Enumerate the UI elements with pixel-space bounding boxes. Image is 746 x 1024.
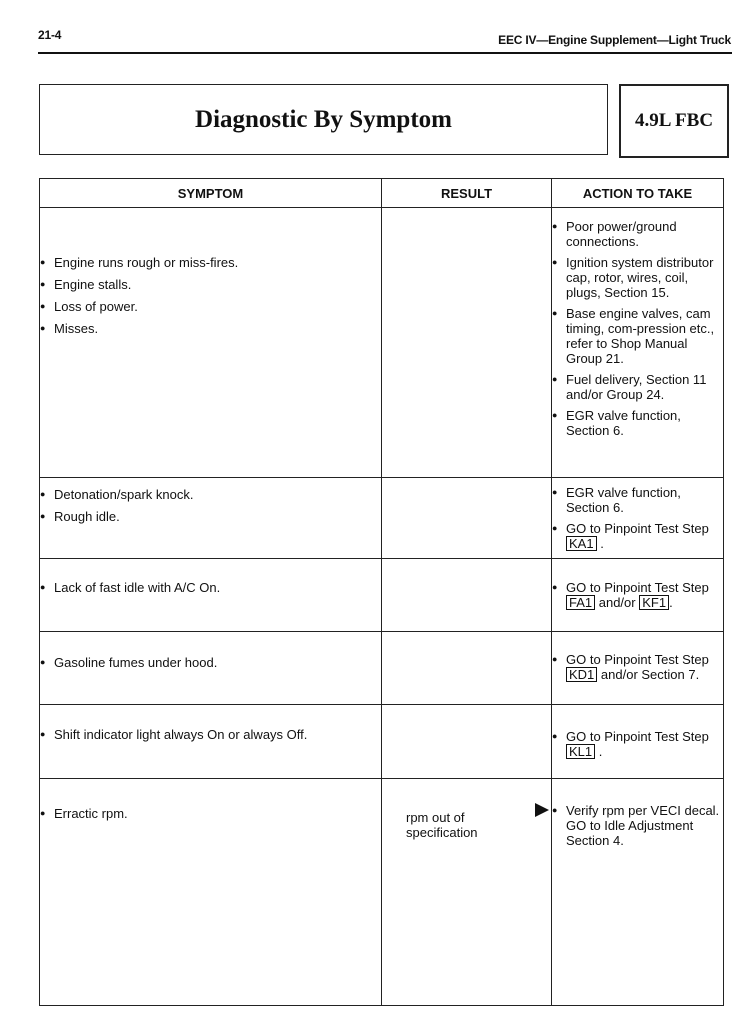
header-rule bbox=[38, 52, 732, 54]
symptom-item: ● Rough idle. bbox=[40, 509, 381, 524]
action-item: ● Verify rpm per VECI decal. GO to Idle Adjustment Section 4. bbox=[552, 803, 723, 848]
action-cell bbox=[552, 705, 724, 779]
symptom-list bbox=[40, 487, 381, 524]
symptom-list bbox=[40, 580, 381, 595]
result-text: rpm out of specification bbox=[406, 810, 478, 840]
action-column-header: ACTION TO TAKE bbox=[552, 179, 724, 208]
engine-label: 4.9L FBC bbox=[619, 84, 729, 158]
pinpoint-step-code: KA1 bbox=[566, 536, 597, 551]
action-text: and/or bbox=[595, 595, 640, 610]
table-row bbox=[40, 478, 724, 559]
result-cell bbox=[382, 705, 552, 779]
action-text: GO to Pinpoint Test Step bbox=[566, 729, 709, 744]
action-text: . bbox=[669, 595, 673, 610]
symptom-item: ● Erractic rpm. bbox=[40, 806, 381, 821]
action-text: . bbox=[595, 744, 603, 759]
action-list bbox=[552, 580, 723, 610]
action-item: ● Base engine valves, cam timing, com-pression etc., refer to Shop Manual Group 21. bbox=[552, 306, 723, 366]
symptom-item: ● Engine stalls. bbox=[40, 277, 381, 292]
action-list bbox=[552, 803, 723, 848]
result-cell bbox=[382, 478, 552, 559]
symptom-cell bbox=[40, 705, 382, 779]
action-text: GO to Pinpoint Test Step bbox=[566, 580, 709, 595]
action-cell bbox=[552, 208, 724, 478]
symptom-item: ● Engine runs rough or miss-fires. bbox=[40, 255, 381, 270]
action-item: ● Poor power/ground connections. bbox=[552, 219, 723, 249]
symptom-cell bbox=[40, 478, 382, 559]
diagnostic-table bbox=[39, 178, 724, 1006]
pinpoint-step-code: KD1 bbox=[566, 667, 597, 682]
action-item: ● Fuel delivery, Section 11 and/or Group 24. bbox=[552, 372, 723, 402]
action-item bbox=[552, 652, 723, 682]
action-list bbox=[552, 485, 723, 551]
action-item: ● EGR valve function, Section 6. bbox=[552, 408, 723, 438]
action-item bbox=[552, 580, 723, 610]
page-title: Diagnostic By Symptom bbox=[39, 84, 608, 155]
symptom-cell bbox=[40, 559, 382, 632]
action-list bbox=[552, 729, 723, 759]
action-cell bbox=[552, 559, 724, 632]
action-cell bbox=[552, 478, 724, 559]
symptom-item: ● Misses. bbox=[40, 321, 381, 336]
symptom-list bbox=[40, 255, 381, 336]
result-cell bbox=[382, 208, 552, 478]
symptom-column-header: SYMPTOM bbox=[40, 179, 382, 208]
symptom-item: ● Gasoline fumes under hood. bbox=[40, 655, 381, 670]
table-row bbox=[40, 779, 724, 1006]
table-row bbox=[40, 632, 724, 705]
symptom-list bbox=[40, 655, 381, 670]
pinpoint-step-code: KF1 bbox=[639, 595, 669, 610]
action-list bbox=[552, 652, 723, 682]
symptom-cell bbox=[40, 632, 382, 705]
action-text: GO to Pinpoint Test Step bbox=[566, 652, 709, 667]
action-item: ● EGR valve function, Section 6. bbox=[552, 485, 723, 515]
result-column-header: RESULT bbox=[382, 179, 552, 208]
symptom-item: ● Shift indicator light always On or always Off. bbox=[40, 727, 331, 742]
action-cell bbox=[552, 632, 724, 705]
table-row bbox=[40, 559, 724, 632]
symptom-item: ● Loss of power. bbox=[40, 299, 381, 314]
result-cell bbox=[382, 779, 552, 1006]
symptom-item: ● Lack of fast idle with A/C On. bbox=[40, 580, 381, 595]
action-text: and/or Section 7. bbox=[597, 667, 700, 682]
action-cell bbox=[552, 779, 724, 1006]
pinpoint-step-code: KL1 bbox=[566, 744, 595, 759]
action-item bbox=[552, 521, 723, 551]
running-header: EEC IV—Engine Supplement—Light Truck bbox=[498, 33, 731, 47]
page-number: 21-4 bbox=[38, 28, 62, 42]
symptom-list bbox=[40, 727, 381, 742]
symptom-cell bbox=[40, 208, 382, 478]
table-row bbox=[40, 705, 724, 779]
action-item bbox=[552, 729, 723, 759]
table-header-row bbox=[40, 179, 724, 208]
table-row bbox=[40, 208, 724, 478]
action-list bbox=[552, 219, 723, 438]
symptom-item: ● Detonation/spark knock. bbox=[40, 487, 381, 502]
symptom-cell bbox=[40, 779, 382, 1006]
arrow-right-icon bbox=[535, 803, 549, 817]
result-cell bbox=[382, 559, 552, 632]
symptom-list bbox=[40, 806, 381, 821]
pinpoint-step-code: FA1 bbox=[566, 595, 595, 610]
action-text: . bbox=[596, 536, 604, 551]
result-cell bbox=[382, 632, 552, 705]
action-item: ● Ignition system distributor cap, rotor, wires, coil, plugs, Section 15. bbox=[552, 255, 723, 300]
action-text: GO to Pinpoint Test Step bbox=[566, 521, 709, 536]
